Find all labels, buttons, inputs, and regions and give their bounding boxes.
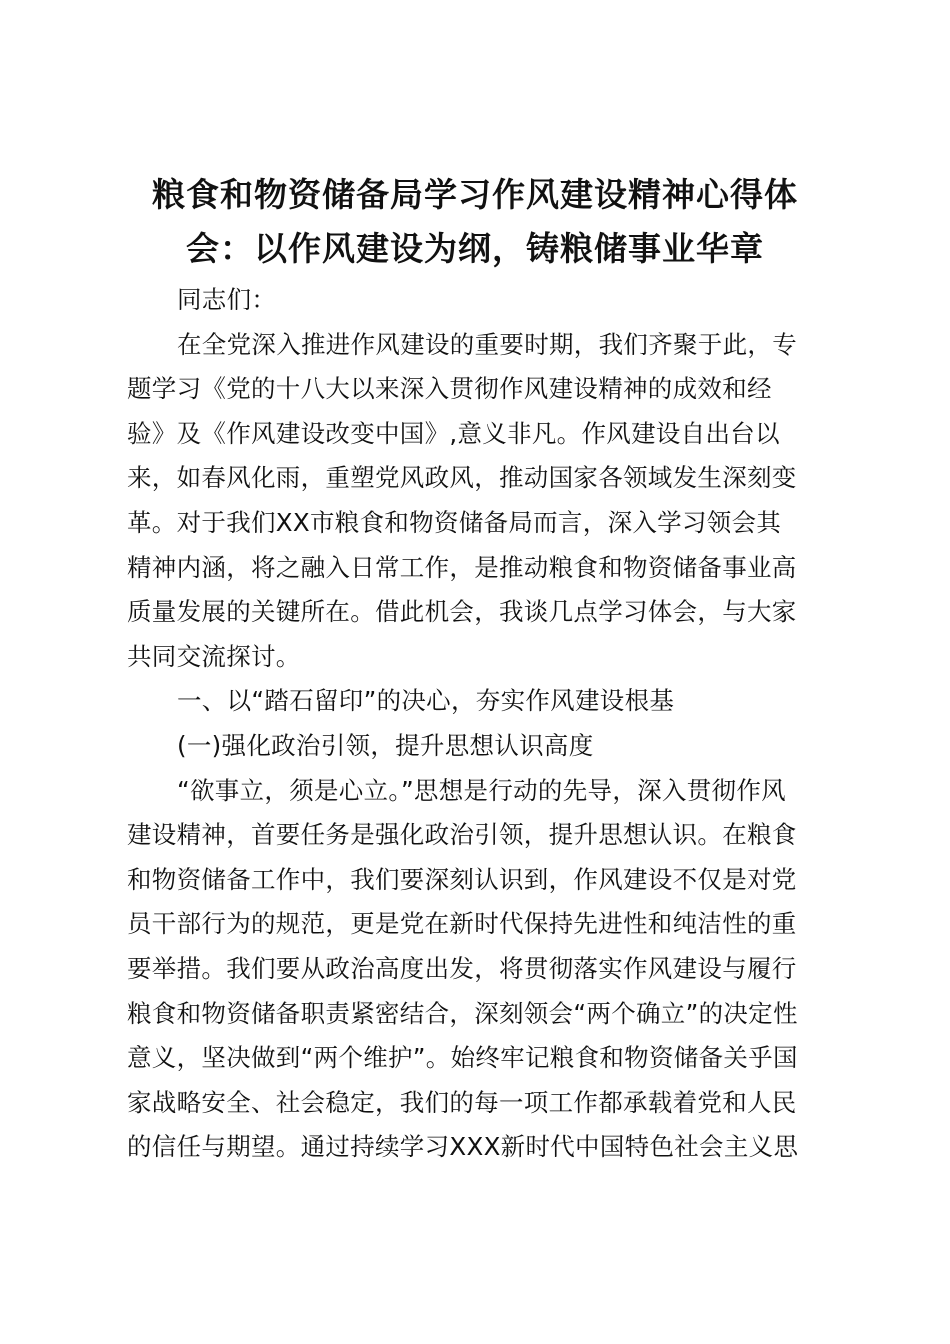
document-title	[120, 168, 830, 276]
paragraph-line: 意义，坚决做到“两个维护”。始终牢记粮食和物资储备关乎国	[127, 1043, 798, 1073]
paragraph-line: “欲事立，须是心立。”思想是行动的先导，深入贯彻作风	[177, 775, 786, 805]
paragraph-line: 的信任与期望。通过持续学习XXX新时代中国特色社会主义思	[127, 1132, 799, 1162]
salutation: 同志们：	[177, 285, 277, 314]
paragraph-line: 要举措。我们要从政治高度出发，将贯彻落实作风建设与履行	[127, 953, 797, 983]
paragraph-line: 精神内涵，将之融入日常工作，是推动粮食和物资储备事业高	[127, 552, 797, 582]
paragraph-line: 建设精神，首要任务是强化政治引领，提升思想认识。在粮食	[127, 820, 797, 850]
title-line-1: 粮食和物资储备局学习作风建设精神心得体	[152, 175, 798, 214]
paragraph-line: 粮食和物资储备职责紧密结合，深刻领会“两个确立”的决定性	[127, 998, 798, 1028]
paragraph-line: 题学习《党的十八大以来深入贯彻作风建设精神的成效和经	[127, 374, 772, 404]
paragraph-line: 质量发展的关键所在。借此机会，我谈几点学习体会，与大家	[127, 597, 797, 627]
paragraph-line: 和物资储备工作中，我们要深刻认识到，作风建设不仅是对党	[127, 864, 797, 894]
paragraph-line: 来，如春风化雨，重塑党风政风，推动国家各领域发生深刻变	[127, 463, 797, 493]
title-line-2: 会：以作风建设为纲，铸粮储事业华章	[186, 229, 764, 268]
paragraph-line: 共同交流探讨。	[127, 641, 301, 671]
paragraph-line: 员干部行为的规范，更是党在新时代保持先进性和纯洁性的重	[127, 909, 797, 939]
paragraph-line: 家战略安全、社会稳定，我们的每一项工作都承载着党和人民	[127, 1087, 797, 1117]
subsection-heading: (一)强化政治引领，提升思想认识高度	[177, 730, 594, 760]
document-body	[127, 278, 827, 1170]
paragraph-line: 验》及《作风建设改变中国》,意义非凡。作风建设自出台以	[127, 418, 780, 448]
paragraph-line: 在全党深入推进作风建设的重要时期，我们齐聚于此，专	[177, 329, 797, 359]
paragraph-line: 革。对于我们XX市粮食和物资储备局而言，深入学习领会其	[127, 507, 782, 537]
section-heading: 一、以“踏石留印”的决心，夯实作风建设根基	[177, 686, 675, 716]
